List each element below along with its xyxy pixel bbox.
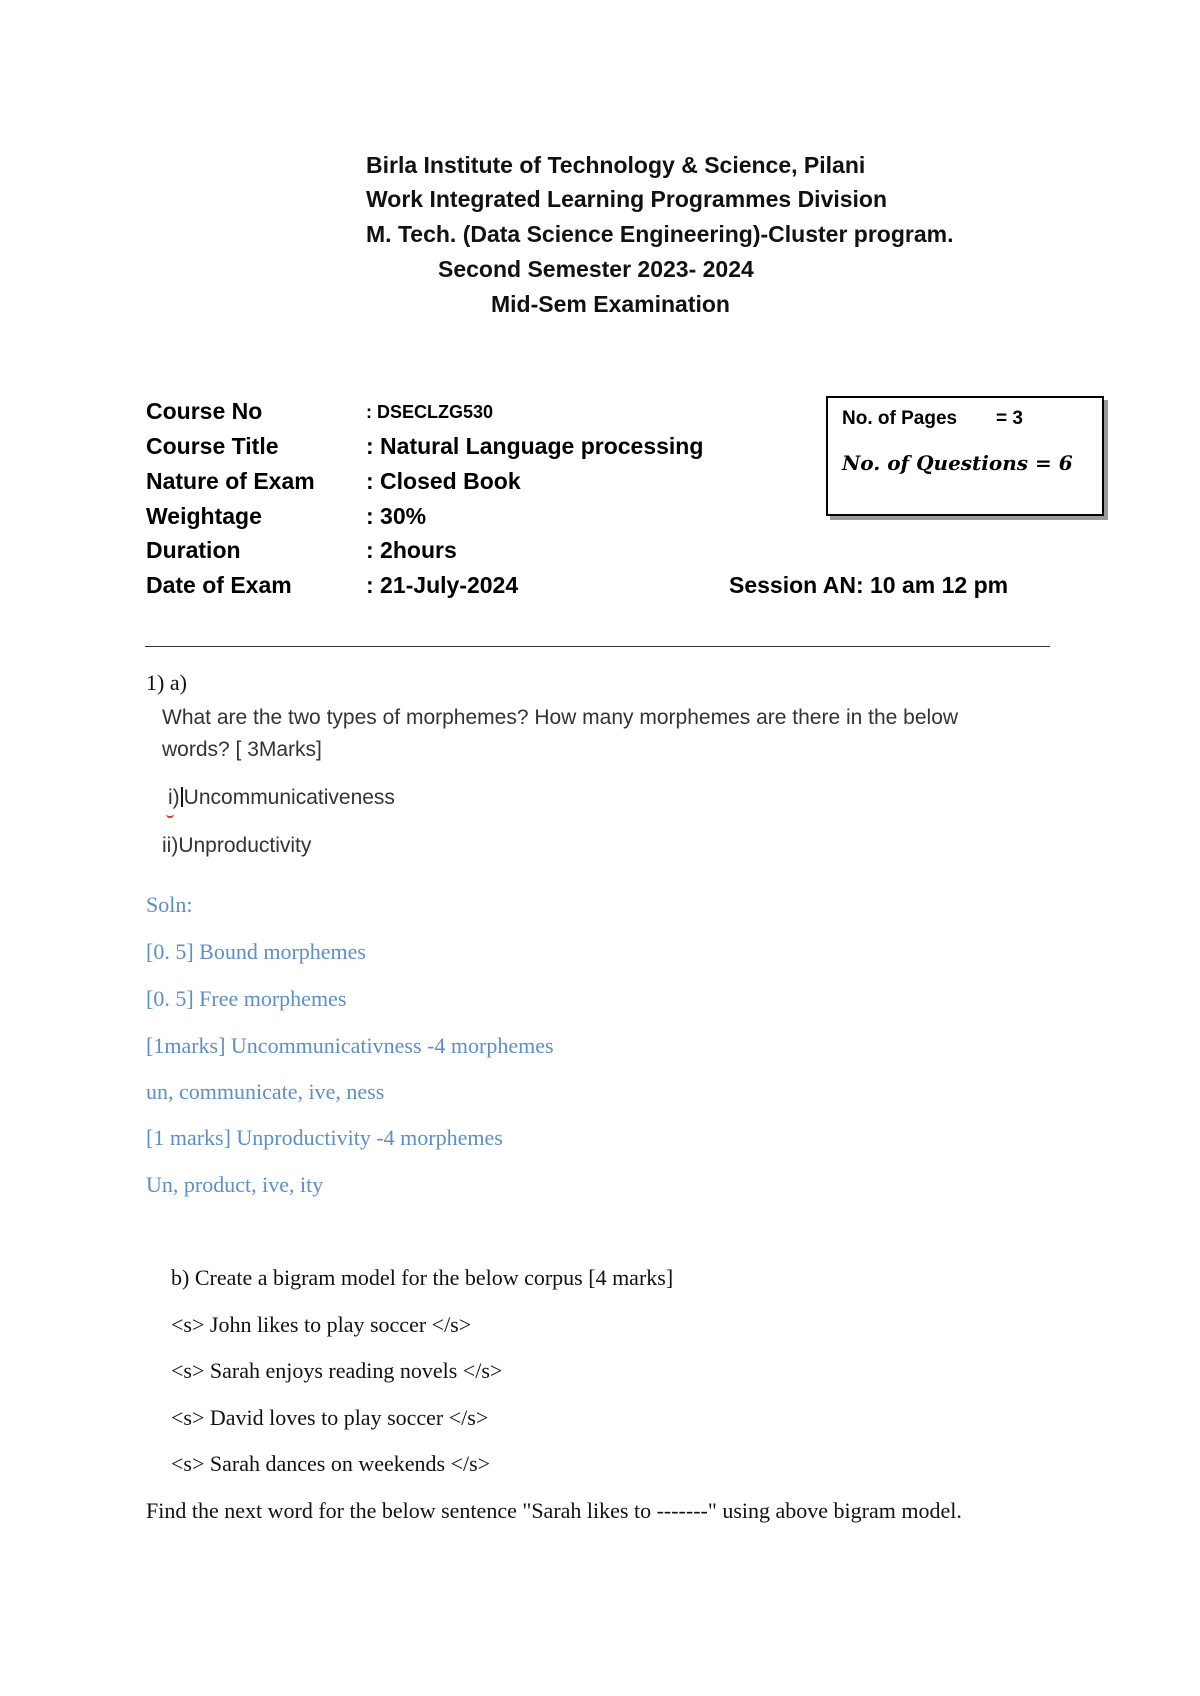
- corpus-line: <s> John likes to play soccer </s>: [171, 1312, 472, 1337]
- question-number: 1) a): [146, 670, 187, 695]
- division-name: Work Integrated Learning Programmes Division: [366, 186, 888, 212]
- pages-box: [826, 396, 1104, 516]
- institute-name: Birla Institute of Technology & Science, Pilani: [366, 152, 866, 178]
- date-label: Date of Exam: [146, 572, 292, 598]
- solution-line: [0. 5] Free morphemes: [146, 986, 347, 1011]
- questions-count: No. of Questions = 6: [842, 451, 1073, 475]
- weightage-value: : 30%: [366, 503, 427, 529]
- program-name: M. Tech. (Data Science Engineering)-Cluster program.: [366, 221, 954, 247]
- corpus-line: <s> Sarah enjoys reading novels </s>: [171, 1358, 503, 1383]
- question-item-1: [168, 786, 395, 810]
- course-no-label: Course No: [146, 398, 263, 424]
- item-1-word: Uncommunicativeness: [183, 786, 395, 809]
- nature-label: Nature of Exam: [146, 468, 315, 494]
- text-cursor: [181, 787, 183, 807]
- duration-label: Duration: [146, 537, 241, 563]
- corpus-line: <s> Sarah dances on weekends </s>: [171, 1451, 491, 1476]
- solution-title: Soln:: [146, 892, 193, 917]
- item-1-prefix: i): [168, 786, 180, 809]
- semester: Second Semester 2023- 2024: [438, 256, 754, 282]
- course-title-label: Course Title: [146, 433, 279, 459]
- spellcheck-underline: [166, 812, 174, 818]
- course-no-value: : DSECLZG530: [366, 402, 494, 422]
- corpus-line: <s> David loves to play soccer </s>: [171, 1405, 489, 1430]
- solution-line: un, communicate, ive, ness: [146, 1079, 385, 1104]
- pages-value: = 3: [996, 408, 1023, 429]
- question-b-final: Find the next word for the below sentence "Sarah likes to -------" using above bigram model.: [146, 1498, 962, 1523]
- pages-label: No. of Pages: [842, 408, 958, 429]
- solution-line: [0. 5] Bound morphemes: [146, 939, 366, 964]
- divider: [145, 646, 1050, 647]
- question-text-line1: What are the two types of morphemes? How many morphemes are there in the below: [162, 706, 959, 729]
- nature-value: : Closed Book: [366, 468, 521, 494]
- session-info: Session AN: 10 am 12 pm: [729, 572, 1009, 598]
- date-value: : 21-July-2024: [366, 572, 519, 598]
- weightage-label: Weightage: [146, 503, 262, 529]
- course-title-value: : Natural Language processing: [366, 433, 704, 459]
- question-item-2: ii)Unproductivity: [162, 834, 312, 857]
- question-text-line2: words? [ 3Marks]: [162, 738, 322, 761]
- solution-line: [1marks] Uncommunicativness -4 morphemes: [146, 1033, 554, 1058]
- solution-line: Un, product, ive, ity: [146, 1172, 324, 1197]
- exam-title: Mid-Sem Examination: [491, 291, 730, 317]
- solution-line: [1 marks] Unproductivity -4 morphemes: [146, 1125, 503, 1150]
- duration-value: : 2hours: [366, 537, 457, 563]
- question-b-title: b) Create a bigram model for the below corpus [4 marks]: [171, 1265, 674, 1290]
